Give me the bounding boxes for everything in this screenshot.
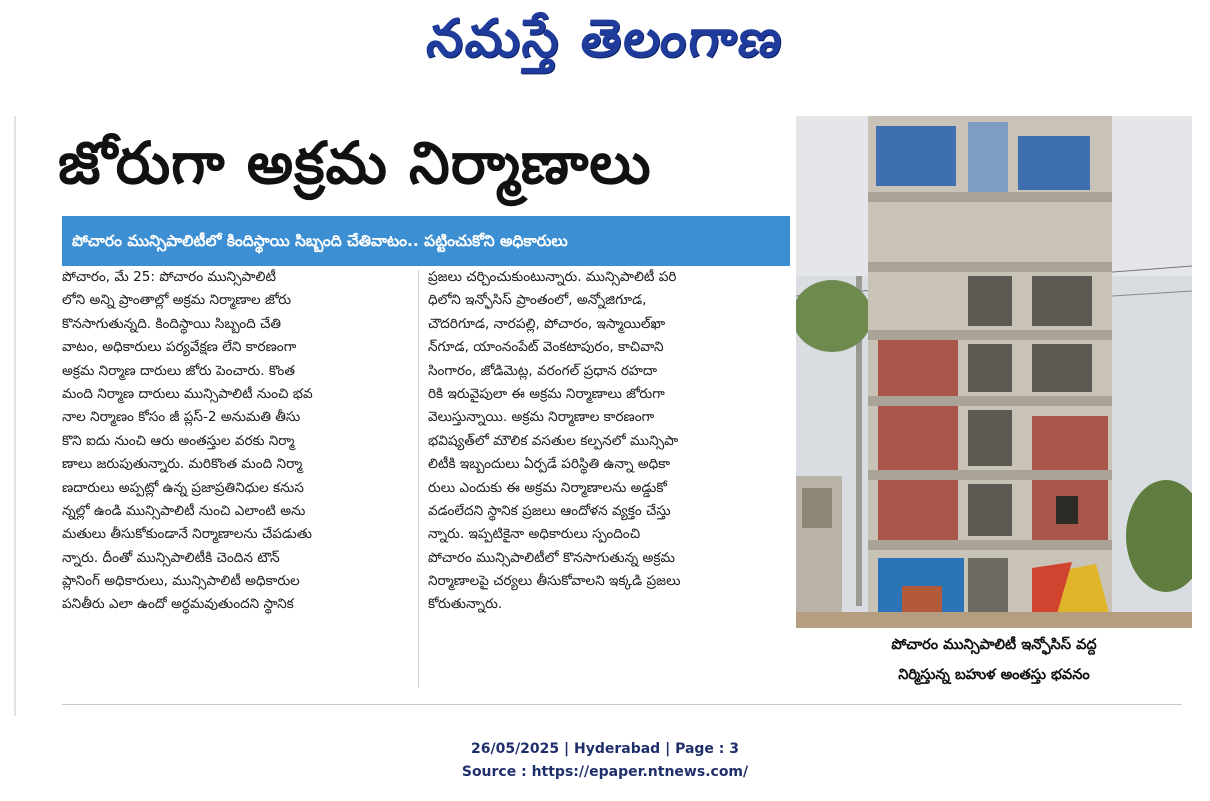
newspaper-clipping	[14, 116, 1194, 718]
text-line: ప్లానింగ్ అధికారులు, మున్సిపాలిటీ అధికారుల	[62, 573, 300, 590]
article-subheadline: పోచారం మున్సిపాలిటీలో కిందిస్థాయి సిబ్బంది చేతివాటం.. పట్టించుకోని అధికారులు	[62, 216, 790, 266]
photo-caption	[796, 630, 1192, 690]
masthead-logo	[0, 4, 1210, 74]
article-headline: జోరుగా అక్రమ నిర్మాణాలు	[58, 129, 652, 197]
text-line: లోని అన్ని ప్రాంతాల్లో అక్రమ నిర్మాణాల జోరు	[62, 292, 292, 309]
clipping-bottom-rule	[62, 704, 1182, 705]
article-column-2	[428, 266, 776, 617]
clipping-edge	[14, 116, 16, 716]
text-line: పోచారం మున్సిపాలిటీలో కొనసాగుతున్న అక్రమ	[428, 549, 675, 566]
caption-line-1: పోచారం మున్సిపాలిటీ ఇన్ఫోసిస్ వద్ద	[891, 637, 1097, 653]
page-footer	[0, 738, 1210, 784]
text-line: కొని ఐదు నుంచి ఆరు అంతస్తుల వరకు నిర్మా	[62, 432, 295, 449]
text-line: న్నారు. ఇప్పటికైనా అధికారులు స్పందించి	[428, 526, 641, 543]
text-line: అక్రమ నిర్మాణ దారులు జోరు పెంచారు. కొంత	[62, 362, 295, 379]
masthead-title: నమస్తే తెలంగాణ	[423, 9, 787, 69]
text-line: లిటీకి ఇబ్బందులు ఏర్పడే పరిస్థితి ఉన్నా అధికా	[428, 456, 671, 473]
footer-dateline: 26/05/2025 | Hyderabad | Page : 3	[470, 741, 740, 757]
text-line: న్‌గూడ, యాంనంపేట్ వెంకటాపురం, కాచివాని	[428, 339, 664, 356]
text-line: న్నారు. దీంతో మున్సిపాలిటీకి చెందిన టౌన్	[62, 549, 280, 566]
text-line: న్నల్లో ఉండి మున్సిపాలిటీ నుంచి ఎలాంటి అను	[62, 502, 306, 519]
text-line: కొనసాగుతున్నది. కిందిస్థాయి సిబ్బంది చేతి	[62, 315, 281, 332]
text-line: ణాలు జరుపుతున్నారు. మరికొంత మంది నిర్మా	[62, 456, 303, 473]
text-line: చౌదరిగూడ, నారపల్లి, పోచారం, ఇస్మాయిల్‌ఖా	[428, 315, 666, 332]
text-line: వాటం, అధికారులు పర్యవేక్షణ లేని కారణంగా	[62, 339, 297, 356]
text-line: పోచారం, మే 25: పోచారం మున్సిపాలిటీ	[62, 269, 276, 285]
text-line: నాల నిర్మాణం కోసం జీ ప్లస్-2 అనుమతి తీసు	[62, 409, 301, 426]
article-column-1	[62, 266, 410, 617]
text-line: ప్రజలు చర్చించుకుంటున్నారు. మున్సిపాలిటీ పరి	[428, 269, 677, 285]
text-line: రికి ఇరువైపులా ఈ అక్రమ నిర్మాణాలు జోరుగా	[428, 385, 665, 402]
text-line: రులు ఎందుకు ఈ అక్రమ నిర్మాణాలను అడ్డుకో	[428, 479, 667, 496]
text-line: వెలుస్తున్నాయి. అక్రమ నిర్మాణాల కారణంగా	[428, 409, 655, 426]
text-line: సింగారం, జోడిమెట్ల, వరంగల్ ప్రధాన రహదా	[428, 362, 658, 379]
column-divider	[418, 270, 419, 688]
text-line: ణదారులు అప్పట్లో ఉన్న ప్రజాప్రతినిధుల కనుస	[62, 479, 304, 496]
footer-source: Source : https://epaper.ntnews.com/	[461, 764, 749, 780]
text-line: నిర్మాణాలపై చర్యలు తీసుకోవాలని ఇక్కడి ప్రజలు	[428, 573, 681, 590]
text-line: పనితీరు ఎలా ఉందో అర్థమవుతుందని స్థానిక	[62, 596, 294, 613]
text-line: ధిలోని ఇన్ఫోసిస్ ప్రాంతంలో, అన్నోజిగూడ,	[428, 292, 647, 309]
text-line: వడంలేదని స్థానిక ప్రజలు ఆందోళన వ్యక్తం చేస్తు	[428, 502, 671, 519]
text-line: మంది నిర్మాణ దారులు మున్సిపాలిటీ నుంచి భవ	[62, 385, 313, 402]
text-line: కోరుతున్నారు.	[428, 596, 503, 613]
caption-line-2: నిర్మిస్తున్న బహుళ అంతస్తు భవనం	[898, 667, 1090, 683]
building-photo	[796, 116, 1192, 628]
text-line: భవిష్యత్‌లో మౌలిక వసతుల కల్పనలో మున్సిపా	[428, 432, 679, 449]
text-line: మతులు తీసుకోకుండానే నిర్మాణాలను చేపడుతు	[62, 526, 312, 543]
